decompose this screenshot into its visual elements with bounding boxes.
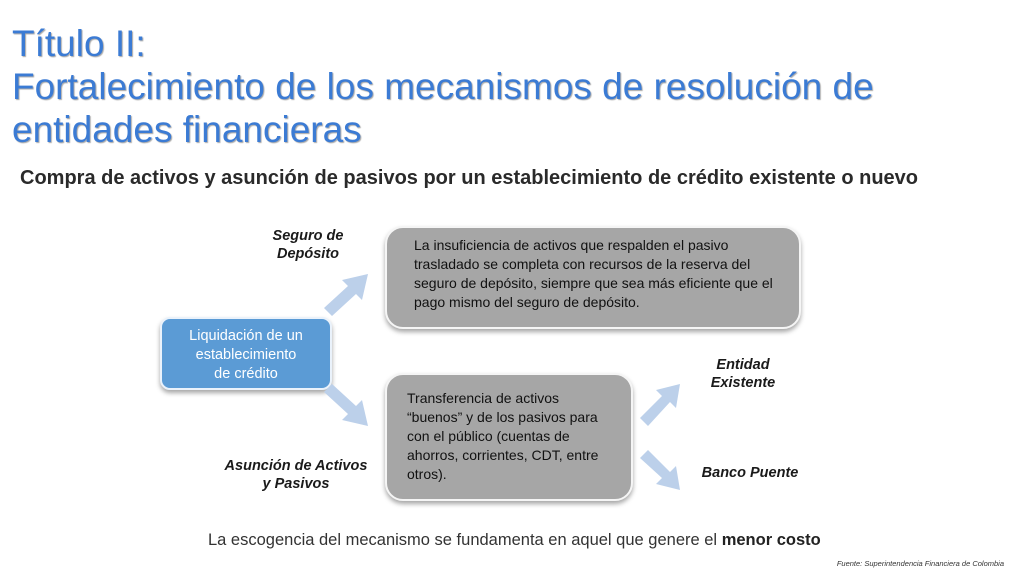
deposit-insurance-label	[258, 227, 358, 263]
existing-entity-label-line-1: Entidad	[716, 357, 770, 373]
title-line-3: entidades financieras	[12, 109, 362, 150]
deposit-insurance-label-line-2: Depósito	[276, 246, 340, 262]
liquidation-line-3: de crédito	[214, 366, 278, 382]
asset-transfer-text: Transferencia de activos “buenos” y de los pasivos para con el público (cuentas de ahorros, corrientes, CDT, entre otros).	[407, 390, 599, 482]
asset-transfer-box	[385, 373, 633, 501]
footer-note	[208, 531, 821, 550]
liquidation-line-1: Liquidación de un	[189, 328, 303, 344]
deposit-insurance-box	[385, 226, 801, 329]
arrow-down-right-icon-2	[634, 446, 688, 496]
subtitle: Compra de activos y asunción de pasivos por un establecimiento de crédito existente o nuevo	[20, 167, 919, 189]
asset-liability-label-line-1: Asunción de Activos	[224, 458, 368, 474]
title-line-1: Título II:	[12, 23, 146, 64]
existing-entity-label	[693, 356, 793, 392]
liquidation-line-2: establecimiento	[195, 347, 297, 363]
bridge-bank-label: Banco Puente	[701, 465, 799, 481]
footer-bold: menor costo	[721, 531, 821, 549]
source-note: Fuente: Superintendencia Financiera de Colombia	[836, 559, 1004, 568]
deposit-insurance-text: La insuficiencia de activos que respalden el pasivo trasladado se completa con recursos de la reserva del seguro de depósito, siempre que sea más eficiente que el pago mismo del seguro de depósito.	[414, 237, 773, 310]
deposit-insurance-label-line-1: Seguro de	[272, 228, 344, 244]
liquidation-box	[160, 317, 332, 390]
existing-entity-label-line-2: Existente	[710, 375, 776, 391]
arrow-down-right-icon	[318, 380, 376, 432]
asset-liability-label	[215, 457, 377, 493]
footer-text: La escogencia del mecanismo se fundamenta en aquel que genere el	[208, 531, 722, 549]
page-title	[12, 22, 1012, 151]
asset-liability-label-line-2: y Pasivos	[262, 476, 330, 492]
title-line-2: Fortalecimiento de los mecanismos de resolución de	[12, 66, 874, 107]
arrow-up-right-icon-2	[634, 378, 688, 430]
arrow-up-right-icon	[318, 268, 376, 320]
